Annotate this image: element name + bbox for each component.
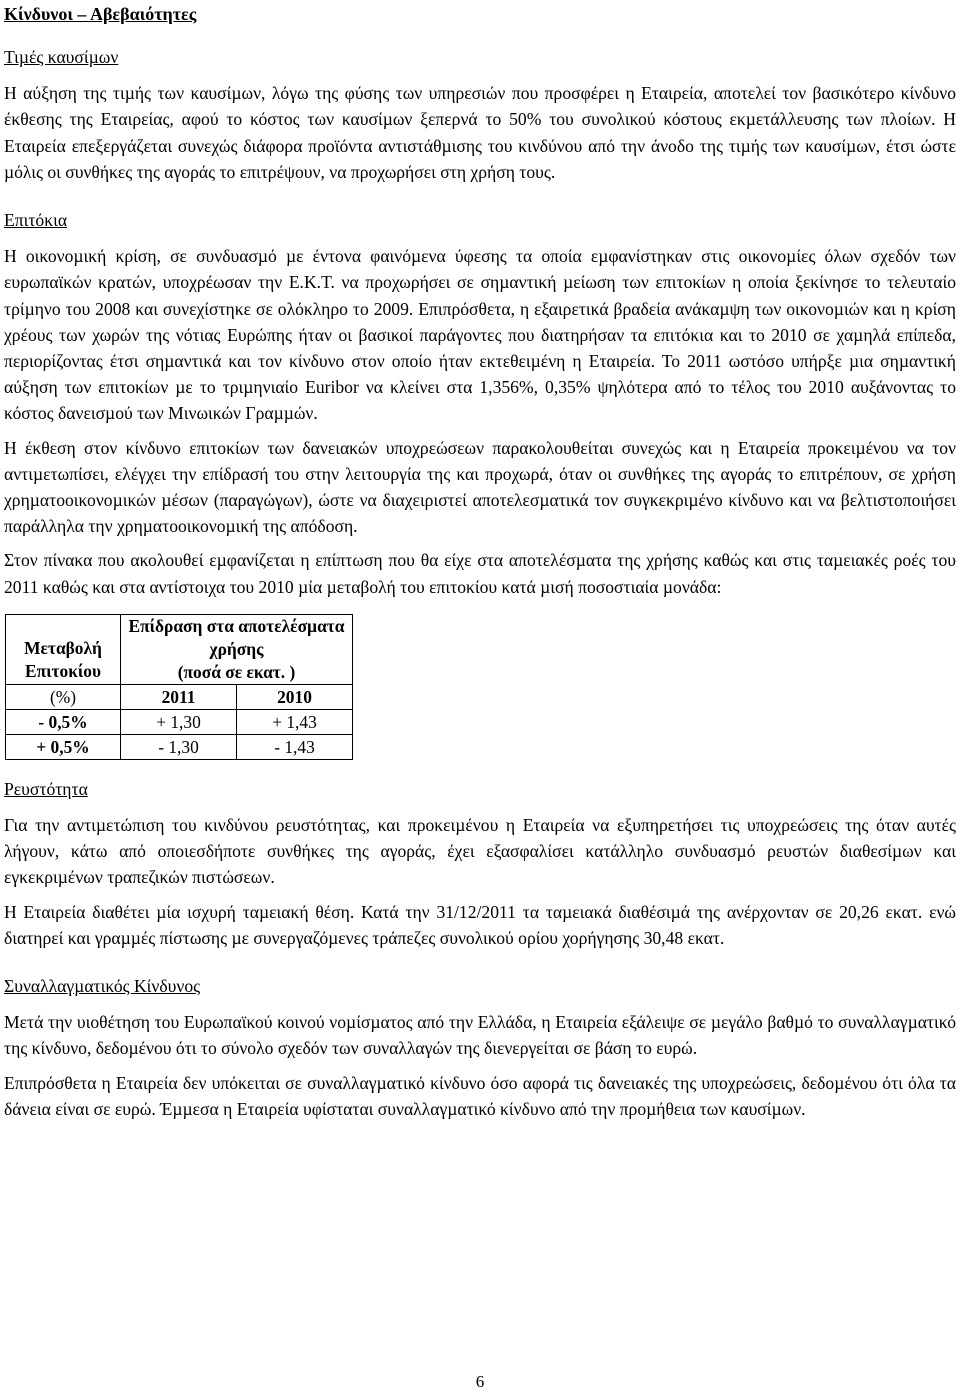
effect-header-line1: Επίδραση στα αποτελέσµατα bbox=[128, 615, 345, 636]
effect-header-line3: (ποσά σε εκατ. ) bbox=[177, 661, 296, 682]
year-2011-cell: 2011 bbox=[121, 684, 237, 709]
value-2010-cell: - 1,43 bbox=[237, 734, 353, 759]
section-heading-fuel: Τιµές καυσίµων bbox=[4, 47, 119, 67]
change-header-line2: Επιτοκίου bbox=[25, 661, 101, 682]
effect-header-cell bbox=[121, 614, 353, 684]
table-row bbox=[6, 734, 353, 759]
table-subheader-row bbox=[6, 684, 353, 709]
interest-paragraph-2: Η έκθεση στον κίνδυνο επιτοκίων των δανειακών υποχρεώσεων παρακολουθείται συνεχώς και η Εταιρεία προκειµένου να τον αντιµετωπίσει, ελέγχει την επίδρασή του στην λειτουργία της και προχωρά, όταν οι συνθήκες της αγοράς το επιτρέπουν, σε χρήση χρηµατοοικονοµικών µέσων (παραγώγων), ώστε να διαχειριστεί αποτελεσµατικά τον συγκεκριµένο κίνδυνο και να βελτιστοποιήσει παράλληλα την χρηµατοοικονοµική της απόδοση. bbox=[4, 437, 956, 537]
document-title: Κίνδυνοι – Αβεβαιότητες bbox=[4, 4, 197, 24]
section-heading-liquidity: Ρευστότητα bbox=[4, 778, 88, 799]
table-row bbox=[6, 709, 353, 734]
year-2010-cell: 2010 bbox=[237, 684, 353, 709]
effect-header-line2: χρήσης bbox=[209, 638, 264, 659]
change-cell: - 0,5% bbox=[6, 709, 121, 734]
document-page bbox=[4, 0, 956, 1122]
table-header-row bbox=[6, 614, 353, 684]
value-2011-cell: + 1,30 bbox=[121, 709, 237, 734]
liquidity-paragraph-1: Για την αντιµετώπιση του κινδύνου ρευστότητας, και προκειµένου η Εταιρεία να εξυπηρετήσει τις υποχρεώσεις της όταν αυτές λήγουν, κάτω από οποιεσδήποτε συνθήκες της αγοράς, έχει εξασφαλίσει κατάλληλο συνδυασµό ρευστών διαθεσίµων και εγκεκριµένων τραπεζικών πιστώσεων. bbox=[4, 815, 956, 888]
change-header-cell bbox=[6, 614, 121, 684]
value-2010-cell: + 1,43 bbox=[237, 709, 353, 734]
liquidity-paragraph-2: Η Εταιρεία διαθέτει µία ισχυρή ταµειακή θέση. Κατά την 31/12/2011 τα ταµειακά διαθέσιµά της ανέρχονταν σε 20,26 εκατ. ενώ διατηρεί και γραµµές πίστωσης µε συνεργαζόµενες τράπεζες συνολικού ορίου χορήγησης 30,48 εκατ. bbox=[4, 901, 956, 948]
fuel-paragraph: Η αύξηση της τιµής των καυσίµων, λόγω της φύσης των υπηρεσιών που προσφέρει η Εταιρεία, αποτελεί τον βασικότερο κίνδυνο έκθεσης της Εταιρείας, αφού το κόστος των καυσίµων ξεπερνά το 50% του συνολικού κόστους εκµετάλλευσης των πλοίων. Η Εταιρεία επεξεργάζεται συνεχώς διάφορα προϊόντα αντιστάθµισης του κινδύνου από την άνοδο της τιµής των καυσίµων, έτσι ώστε µόλις οι συνθήκες της αγοράς το επιτρέψουν, να προχωρήσει στη χρήση τους. bbox=[4, 83, 956, 182]
fx-paragraph-1: Μετά την υιοθέτηση του Ευρωπαϊκού κοινού νοµίσµατος από την Ελλάδα, η Εταιρεία εξάλειψε σε µεγάλο βαθµό το συναλλαγµατικό της κίνδυνο, δεδοµένου ότι το σύνολο σχεδόν των συναλλαγών της διενεργείται σε βάση το ευρώ. bbox=[4, 1012, 956, 1059]
interest-sensitivity-table bbox=[5, 614, 353, 760]
interest-paragraph-1: Η οικονοµική κρίση, σε συνδυασµό µε έντονα φαινόµενα ύφεσης τα οποία εµφανίστηκαν στις οικονοµίες όλων σχεδόν των ευρωπαϊκών κρατών, υποχρέωσαν την Ε.Κ.Τ. να προχωρήσει σε σηµαντική µείωση των επιτοκίων η οποία ξεκίνησε το τελευταίο τρίµηνο του 2008 και συνεχίστηκε σε ολόκληρο το 2009. Επιπρόσθετα, η εξαιρετικά βραδεία ανάκαµψη των οικονοµιών και η κρίση χρέους των χωρών της νότιας Ευρώπης ήταν οι βασικοί παράγοντες που διατηρήσαν τα επιτόκια και το 2010 σε χαµηλά επίπεδα, περιορίζοντας έτσι σηµαντικά και τον κίνδυνο στον οποίο ήταν εκτεθειµένη η Εταιρεία. Το 2011 ωστόσο υπήρξε µια σηµαντική αύξηση των επιτοκίων µε το τριµηνιαίο Euribor να κλείνει στα 1,356%, 0,35% ψηλότερα από το τέλος του 2010 αυξάνοντας το κόστος δανεισµού των Μινωικών Γραµµών. bbox=[4, 246, 956, 424]
interest-paragraph-3: Στον πίνακα που ακολουθεί εµφανίζεται η επίπτωση που θα είχε στα αποτελέσµατα της χρήσης καθώς και στις ταµειακές ροές του 2011 καθώς και στα αντίστοιχα του 2010 µία µεταβολή του επιτοκίου κατά µισή ποσοστιαία µονάδα: bbox=[4, 550, 956, 597]
page-number: 6 bbox=[475, 1372, 485, 1391]
value-2011-cell: - 1,30 bbox=[121, 734, 237, 759]
section-heading-fx: Συναλλαγµατικός Κίνδυνος bbox=[4, 976, 201, 997]
change-header-line1: Μεταβολή bbox=[24, 638, 102, 659]
fx-paragraph-2: Επιπρόσθετα η Εταιρεία δεν υπόκειται σε συναλλαγµατικό κίνδυνο όσο αφορά τις δανειακές της υποχρεώσεις, δεδοµένου ότι όλα τα δάνεια είναι σε ευρώ. Έµµεσα η Εταιρεία υφίσταται συναλλαγµατικό κίνδυνο από την προµήθεια των καυσίµων. bbox=[4, 1072, 956, 1119]
change-cell: + 0,5% bbox=[6, 734, 121, 759]
section-heading-interest: Επιτόκια bbox=[4, 210, 68, 231]
unit-cell: (%) bbox=[6, 684, 121, 709]
